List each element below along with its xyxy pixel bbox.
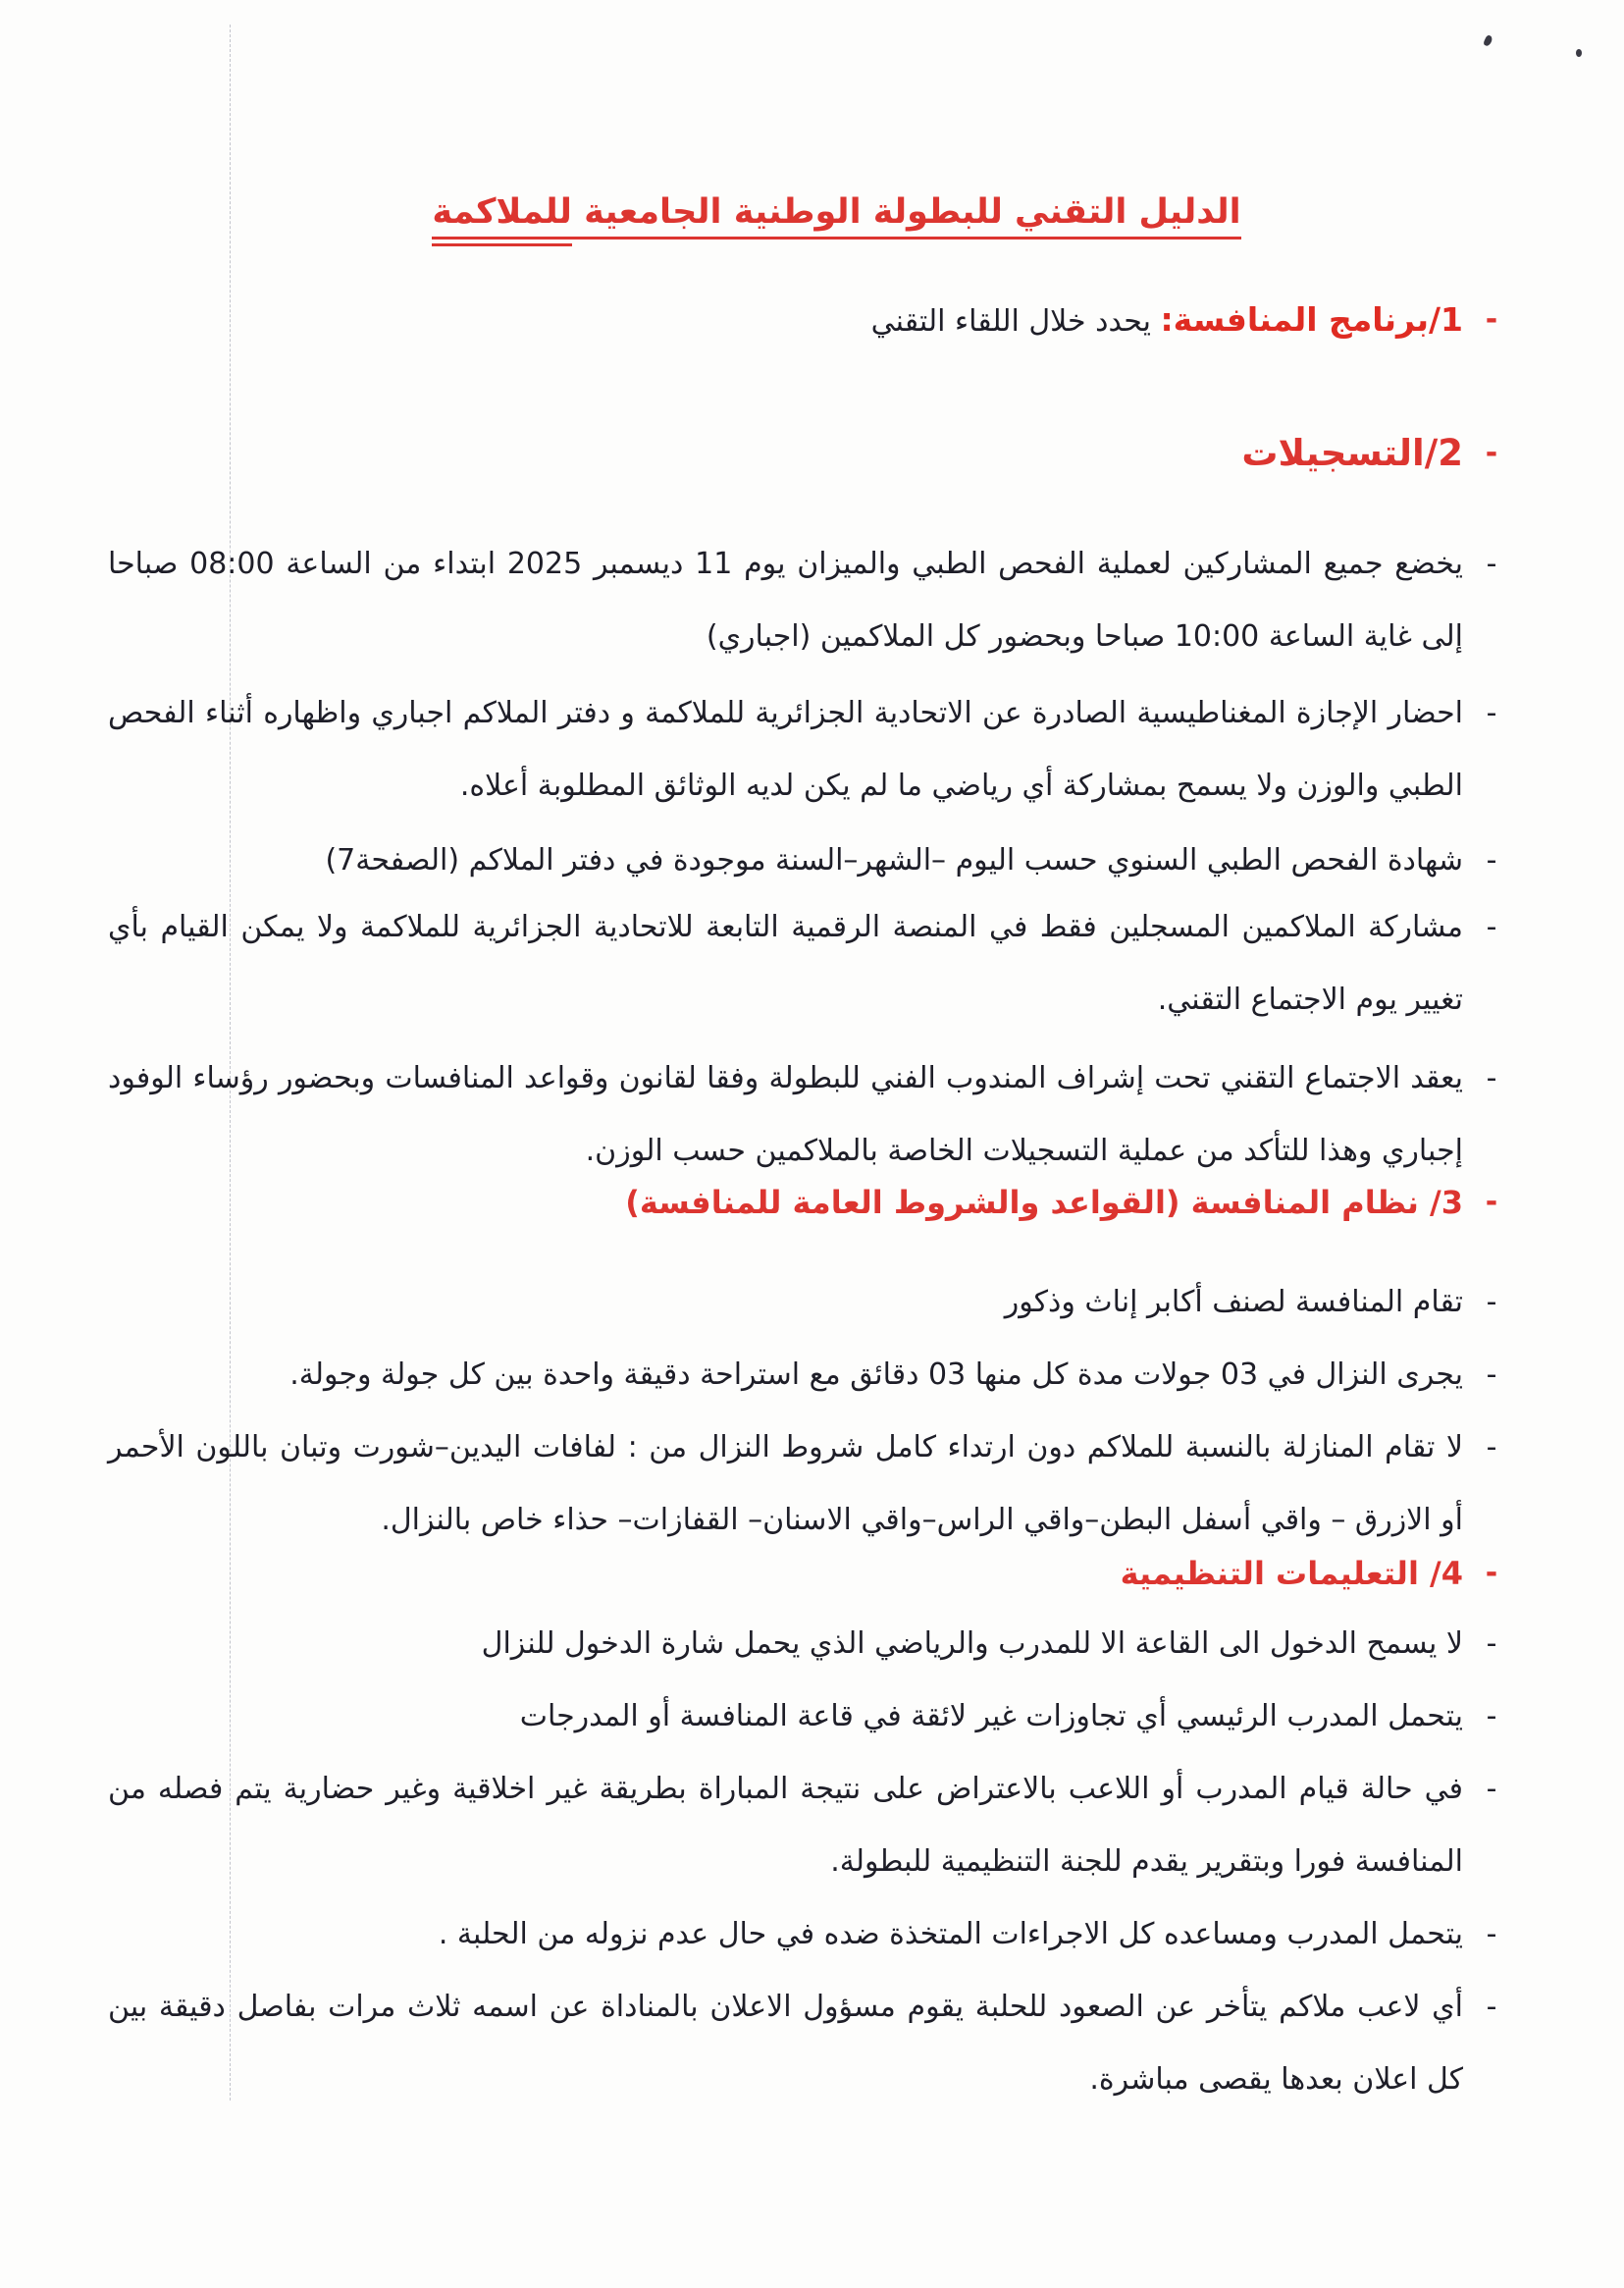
document-body [108,176,1506,2116]
list-item-text: يجرى النزال في 03 جولات مدة كل منها 03 دقائق مع استراحة دقيقة واحدة بين كل جولة وجولة. [289,1357,1463,1392]
list-item [108,1266,1506,1339]
list-item [108,1898,1506,1971]
bullet-dash: - [1486,1772,1497,1806]
heading-label: 4/ التعليمات التنظيمية [1120,1555,1463,1592]
bullet-dash: - [1485,1185,1498,1219]
heading-text [108,1537,1463,1612]
page-title-last-word: للملاكمة [432,192,572,246]
bullet-dash: - [1486,1357,1497,1392]
list-item [108,1753,1506,1898]
list-item [108,1608,1506,1680]
list-item [108,1411,1506,1557]
list-item-text: أي لاعب ملاكم يتأخر عن الصعود للحلبة يقوم مسؤول الاعلان بالمناداة عن اسمه ثلاث مرات بفاصل دقيقة بين كل اعلان بعدها يقصى مباشرة. [108,1990,1463,2097]
bullet-dash: - [1485,302,1498,337]
bullet-dash: - [1486,547,1497,581]
list-item-text: احضار الإجازة المغناطيسية الصادرة عن الاتحادية الجزائرية للملاكمة و دفتر الملاكم اجباري واظهاره أثناء الفحص الطبي والوزن ولا يسمح بمشاركة أي رياضي ما لم يكن لديه الوثائق المطلوبة أعلاه. [108,696,1463,803]
list-item-text: مشاركة الملاكمين المسجلين فقط في المنصة الرقمية التابعة للاتحادية الجزائرية للملاكمة ولا يمكن القيام بأي تغيير يوم الاجتماع التقني. [108,910,1463,1017]
page-title-text: الدليل التقني للبطولة الوطنية الجامعية [571,192,1241,232]
list-item [108,825,1506,897]
bullet-dash: - [1486,1285,1497,1319]
list-item-text: تقام المنافسة لصنف أكابر إناث وذكور [1004,1285,1463,1319]
bullet-dash: - [1486,1626,1497,1661]
section-heading [108,284,1506,358]
list-item-text: يتحمل المدرب ومساعده كل الاجراءات المتخذة ضده في حال عدم نزوله من الحلبة . [438,1917,1463,1951]
list-item [108,528,1506,673]
list-item [108,1680,1506,1753]
bullet-dash: - [1486,1917,1497,1951]
bullet-dash: - [1485,436,1498,470]
list-item-text: يخضع جميع المشاركين لعملية الفحص الطبي والميزان يوم 11 ديسمبر 2025 ابتداء من الساعة 08:00 صباحا إلى غاية الساعة 10:00 صباحا وبحضور كل الملاكمين (اجباري) [108,547,1464,654]
scan-speck [1576,49,1582,57]
bullet-dash: - [1486,910,1497,944]
heading-label: 3/ نظام المنافسة (القواعد والشروط العامة للمنافسة) [625,1184,1463,1221]
list-item [108,1971,1506,2116]
heading-following-text: يحدد خلال اللقاء التقني [870,304,1151,339]
section-heading [108,417,1506,493]
heading-text [108,1166,1463,1241]
list-item-text: لا يسمح الدخول الى القاعة الا للمدرب والرياضي الذي يحمل شارة الدخول للنزال [481,1626,1463,1661]
list-item [108,891,1506,1037]
bullet-dash: - [1485,1556,1498,1590]
list-item-text: يتحمل المدرب الرئيسي أي تجاوزات غير لائقة في قاعة المنافسة أو المدرجات [519,1699,1463,1733]
heading-text [108,417,1463,493]
bullet-dash: - [1486,1990,1497,2024]
list-item [108,677,1506,823]
list-item-text: في حالة قيام المدرب أو اللاعب بالاعتراض على نتيجة المباراة بطريقة غير اخلاقية وغير حضارية يتم فصله من المنافسة فورا وبتقرير يقدم للجنة التنظيمية للبطولة. [108,1772,1463,1879]
bullet-dash: - [1486,1430,1497,1464]
list-item-text: شهادة الفحص الطبي السنوي حسب اليوم –الشهر–السنة موجودة في دفتر الملاكم (الصفحة7) [325,843,1463,878]
bullet-dash: - [1486,1061,1497,1095]
bullet-dash: - [1486,1699,1497,1733]
bullet-dash: - [1486,696,1497,730]
document-title-row [108,176,1506,254]
list-item [108,1339,1506,1411]
page-title [432,176,1240,248]
heading-label: 1/برنامج المنافسة: [1160,300,1463,339]
scan-speck [1483,34,1493,47]
heading-text [108,284,1463,358]
heading-label: 2/التسجيلات [1241,432,1463,474]
list-item-text: يعقد الاجتماع التقني تحت إشراف المندوب الفني للبطولة وفقا لقانون وقواعد المنافسات وبحضور رؤساء الوفود إجباري وهذا للتأكد من عملية التسجيلات الخاصة بالملاكمين حسب الوزن. [108,1061,1463,1168]
bullet-dash: - [1486,843,1497,878]
section-heading [108,1537,1506,1612]
list-item-text: لا تقام المنازلة بالنسبة للملاكم دون ارتداء كامل شروط النزال من : لفافات اليدين–شورت وتبان باللون الأحمر أو الازرق – واقي أسفل البطن–واقي الراس–واقي الاسنان– القفازات– حذاء خاص بالنزال. [108,1430,1463,1537]
section-heading [108,1166,1506,1241]
